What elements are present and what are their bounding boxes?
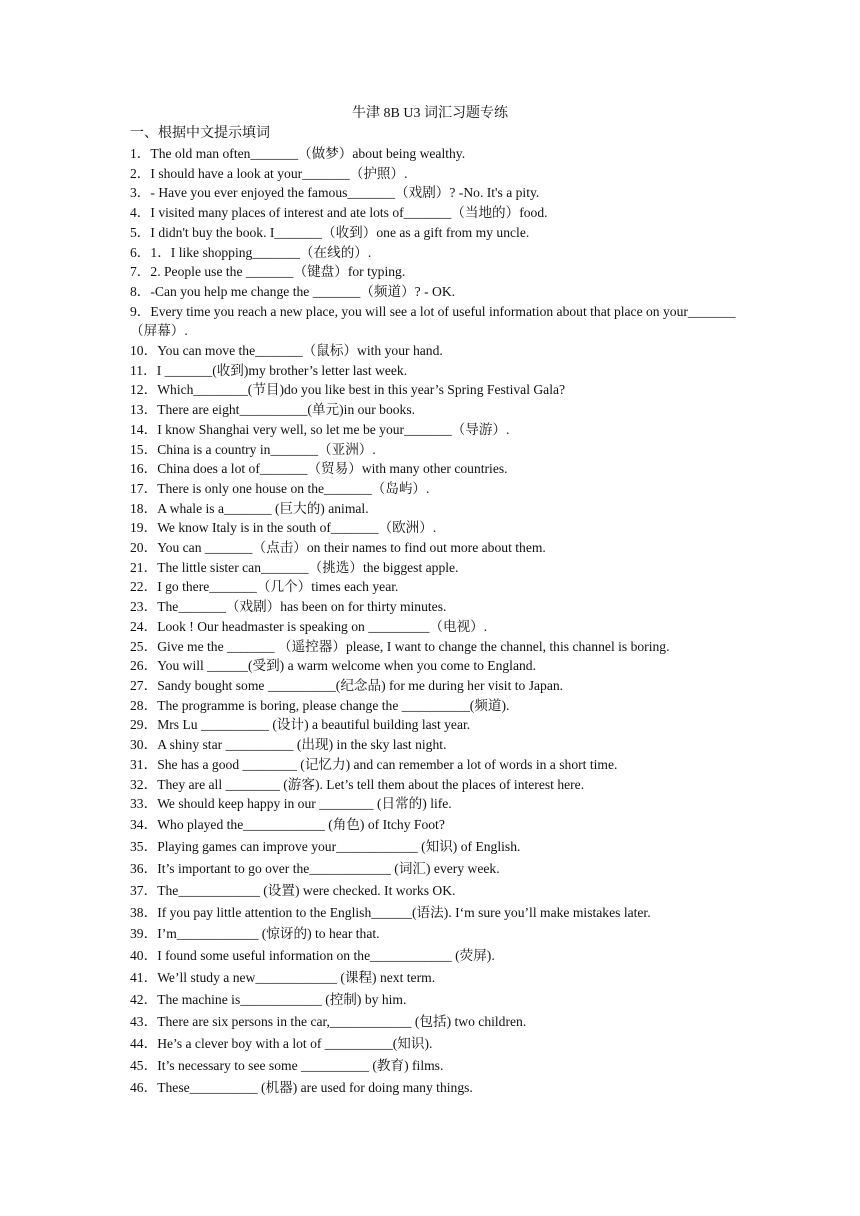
item-text: China does a lot of_______（贸易）with many other countries. <box>157 461 508 477</box>
exercise-item <box>130 858 740 880</box>
item-text: Look ! Our headmaster is speaking on _________（电视）. <box>157 618 488 634</box>
item-text: I didn't buy the book. I_______（收到）one as a gift from my uncle. <box>150 224 530 240</box>
item-number: 3． <box>130 185 151 201</box>
exercise-item <box>130 656 740 676</box>
exercise-item <box>130 558 740 578</box>
exercise-item <box>130 755 740 775</box>
item-text: Sandy bought some __________(纪念品) for me during her visit to Japan. <box>157 677 564 693</box>
item-number: 26． <box>130 658 158 674</box>
item-number: 25． <box>130 638 158 654</box>
item-number: 22． <box>130 579 158 595</box>
exercise-item <box>130 341 740 361</box>
exercise-list <box>130 144 740 1099</box>
exercise-item <box>130 420 740 440</box>
exercise-item <box>130 243 740 263</box>
item-text: Playing games can improve your____________ (知识) of English. <box>157 838 521 854</box>
item-number: 33． <box>130 796 158 812</box>
item-text: We should keep happy in our ________ (日常的) life. <box>157 796 452 812</box>
exercise-item <box>130 538 740 558</box>
exercise-item <box>130 282 740 302</box>
item-number: 12． <box>130 382 158 398</box>
item-text: He’s a clever boy with a lot of __________(知识). <box>157 1035 433 1051</box>
item-number: 7． <box>130 264 151 280</box>
item-text: They are all ________ (游客). Let’s tell them about the places of interest here. <box>157 776 585 792</box>
exercise-item <box>130 479 740 499</box>
exercise-item <box>130 617 740 637</box>
item-number: 41． <box>130 970 158 986</box>
exercise-item <box>130 1055 740 1077</box>
item-number: 17． <box>130 480 158 496</box>
item-text: If you pay little attention to the English______(语法). I‘m sure you’ll make mistakes later. <box>157 904 651 920</box>
item-number: 32． <box>130 776 158 792</box>
exercise-item <box>130 164 740 184</box>
exercise-item <box>130 302 740 341</box>
item-text: China is a country in_______（亚洲）. <box>157 441 376 457</box>
exercise-item <box>130 967 740 989</box>
item-number: 29． <box>130 717 158 733</box>
item-number: 8． <box>130 283 151 299</box>
exercise-item <box>130 696 740 716</box>
item-number: 4． <box>130 205 151 221</box>
item-number: 42． <box>130 992 158 1008</box>
item-text: We’ll study a new____________ (课程) next term. <box>157 970 436 986</box>
exercise-item <box>130 203 740 223</box>
item-number: 9． <box>130 303 151 319</box>
item-text: There are six persons in the car,____________ (包括) two children. <box>157 1014 527 1030</box>
exercise-item <box>130 637 740 657</box>
document-title: 牛津 8B U3 词汇习题专练 <box>352 106 508 121</box>
exercise-item <box>130 814 740 836</box>
item-number: 10． <box>130 343 158 359</box>
item-number: 5． <box>130 224 151 240</box>
item-text: There is only one house on the_______（岛屿）. <box>157 480 430 496</box>
exercise-item <box>130 1033 740 1055</box>
item-number: 39． <box>130 926 158 942</box>
item-number: 30． <box>130 737 158 753</box>
item-text: I know Shanghai very well, so let me be your_______（导游）. <box>157 421 510 437</box>
item-number: 19． <box>130 520 158 536</box>
item-number: 24． <box>130 618 158 634</box>
item-text: A shiny star __________ (出现) in the sky last night. <box>157 737 447 753</box>
item-text: 2. People use the _______（键盘）for typing. <box>150 264 406 280</box>
item-number: 18． <box>130 500 158 516</box>
item-number: 2． <box>130 165 151 181</box>
item-text: I should have a look at your_______（护照）. <box>150 165 408 181</box>
item-number: 6． <box>130 244 151 260</box>
item-number: 11． <box>130 362 157 378</box>
item-text: You can _______（点击）on their names to find out more about them. <box>157 540 546 556</box>
exercise-item <box>130 183 740 203</box>
item-number: 13． <box>130 402 158 418</box>
item-text: -Can you help me change the _______（频道）? - OK. <box>150 283 456 299</box>
item-number: 28． <box>130 697 158 713</box>
item-number: 37． <box>130 882 158 898</box>
item-number: 40． <box>130 948 158 964</box>
item-number: 31． <box>130 756 158 772</box>
item-text: It’s necessary to see some __________ (教育) films. <box>157 1057 444 1073</box>
exercise-item <box>130 223 740 243</box>
item-text: You will ______(受到) a warm welcome when you come to England. <box>157 658 536 674</box>
item-number: 15． <box>130 441 158 457</box>
item-number: 46． <box>130 1079 158 1095</box>
exercise-item <box>130 836 740 858</box>
item-number: 14． <box>130 421 158 437</box>
exercise-item <box>130 735 740 755</box>
item-text: The_______（戏剧）has been on for thirty minutes. <box>157 599 447 615</box>
item-number: 16． <box>130 461 158 477</box>
item-number: 27． <box>130 677 158 693</box>
item-text: These__________ (机器) are used for doing many things. <box>157 1079 473 1095</box>
item-number: 34． <box>130 816 158 832</box>
item-text: There are eight__________(单元)in our books. <box>157 402 416 418</box>
exercise-item <box>130 262 740 282</box>
exercise-item <box>130 775 740 795</box>
exercise-item <box>130 902 740 924</box>
exercise-item <box>130 676 740 696</box>
item-number: 36． <box>130 860 158 876</box>
item-text: Who played the____________ (角色) of Itchy Foot? <box>157 816 445 832</box>
exercise-item <box>130 1077 740 1099</box>
item-text: I go there_______（几个）times each year. <box>157 579 399 595</box>
exercise-item <box>130 499 740 519</box>
exercise-item <box>130 1011 740 1033</box>
section-heading: 一、根据中文提示填词 <box>130 126 270 141</box>
item-number: 23． <box>130 599 158 615</box>
item-number: 44． <box>130 1035 158 1051</box>
item-text: I visited many places of interest and ate lots of_______（当地的）food. <box>150 205 548 221</box>
item-number: 38． <box>130 904 158 920</box>
exercise-item <box>130 577 740 597</box>
item-text: You can move the_______（鼠标）with your hand. <box>157 343 443 359</box>
item-text: 1．I like shopping_______（在线的）. <box>150 244 372 260</box>
exercise-item <box>130 361 740 381</box>
exercise-item <box>130 880 740 902</box>
exercise-item <box>130 945 740 967</box>
item-text: It’s important to go over the____________ (词汇) every week. <box>157 860 500 876</box>
item-text: The little sister can_______（挑选）the biggest apple. <box>157 559 459 575</box>
exercise-item <box>130 794 740 814</box>
exercise-item <box>130 715 740 735</box>
exercise-item <box>130 440 740 460</box>
item-number: 45． <box>130 1057 158 1073</box>
item-text: The programme is boring, please change the __________(频道). <box>157 697 510 713</box>
item-text: The old man often_______（做梦）about being wealthy. <box>150 146 466 161</box>
item-text: I’m____________ (惊讶的) to hear that. <box>157 926 380 942</box>
item-text: We know Italy is in the south of_______（欧洲）. <box>157 520 437 536</box>
item-text: The____________ (设置) were checked. It works OK. <box>157 882 456 898</box>
item-text: A whale is a_______ (巨大的) animal. <box>157 500 369 516</box>
item-number: 21． <box>130 559 158 575</box>
item-text: - Have you ever enjoyed the famous_______（戏剧）? -No. It's a pity. <box>150 185 540 201</box>
exercise-item <box>130 989 740 1011</box>
item-text: Give me the _______ （遥控器）please, I want to change the channel, this channel is boring. <box>157 638 670 654</box>
item-text: Mrs Lu __________ (设计) a beautiful building last year. <box>157 717 471 733</box>
exercise-item <box>130 518 740 538</box>
exercise-item <box>130 923 740 945</box>
item-number: 35． <box>130 838 158 854</box>
item-number: 1． <box>130 146 151 161</box>
item-text: She has a good ________ (记忆力) and can remember a lot of words in a short time. <box>157 756 618 772</box>
item-text: Every time you reach a new place, you will see a lot of useful information about that place on your_______（屏幕）. <box>130 303 736 339</box>
item-text: I _______(收到)my brother’s letter last week. <box>156 362 408 378</box>
item-text: I found some useful information on the____________ (荧屏). <box>157 948 495 964</box>
exercise-item <box>130 597 740 617</box>
exercise-item <box>130 144 740 164</box>
item-text: Which________(节目)do you like best in this year’s Spring Festival Gala? <box>157 382 566 398</box>
exercise-item <box>130 400 740 420</box>
item-text: The machine is____________ (控制) by him. <box>157 992 407 1008</box>
exercise-item <box>130 380 740 400</box>
item-number: 20． <box>130 540 158 556</box>
item-number: 43． <box>130 1014 158 1030</box>
exercise-item <box>130 459 740 479</box>
